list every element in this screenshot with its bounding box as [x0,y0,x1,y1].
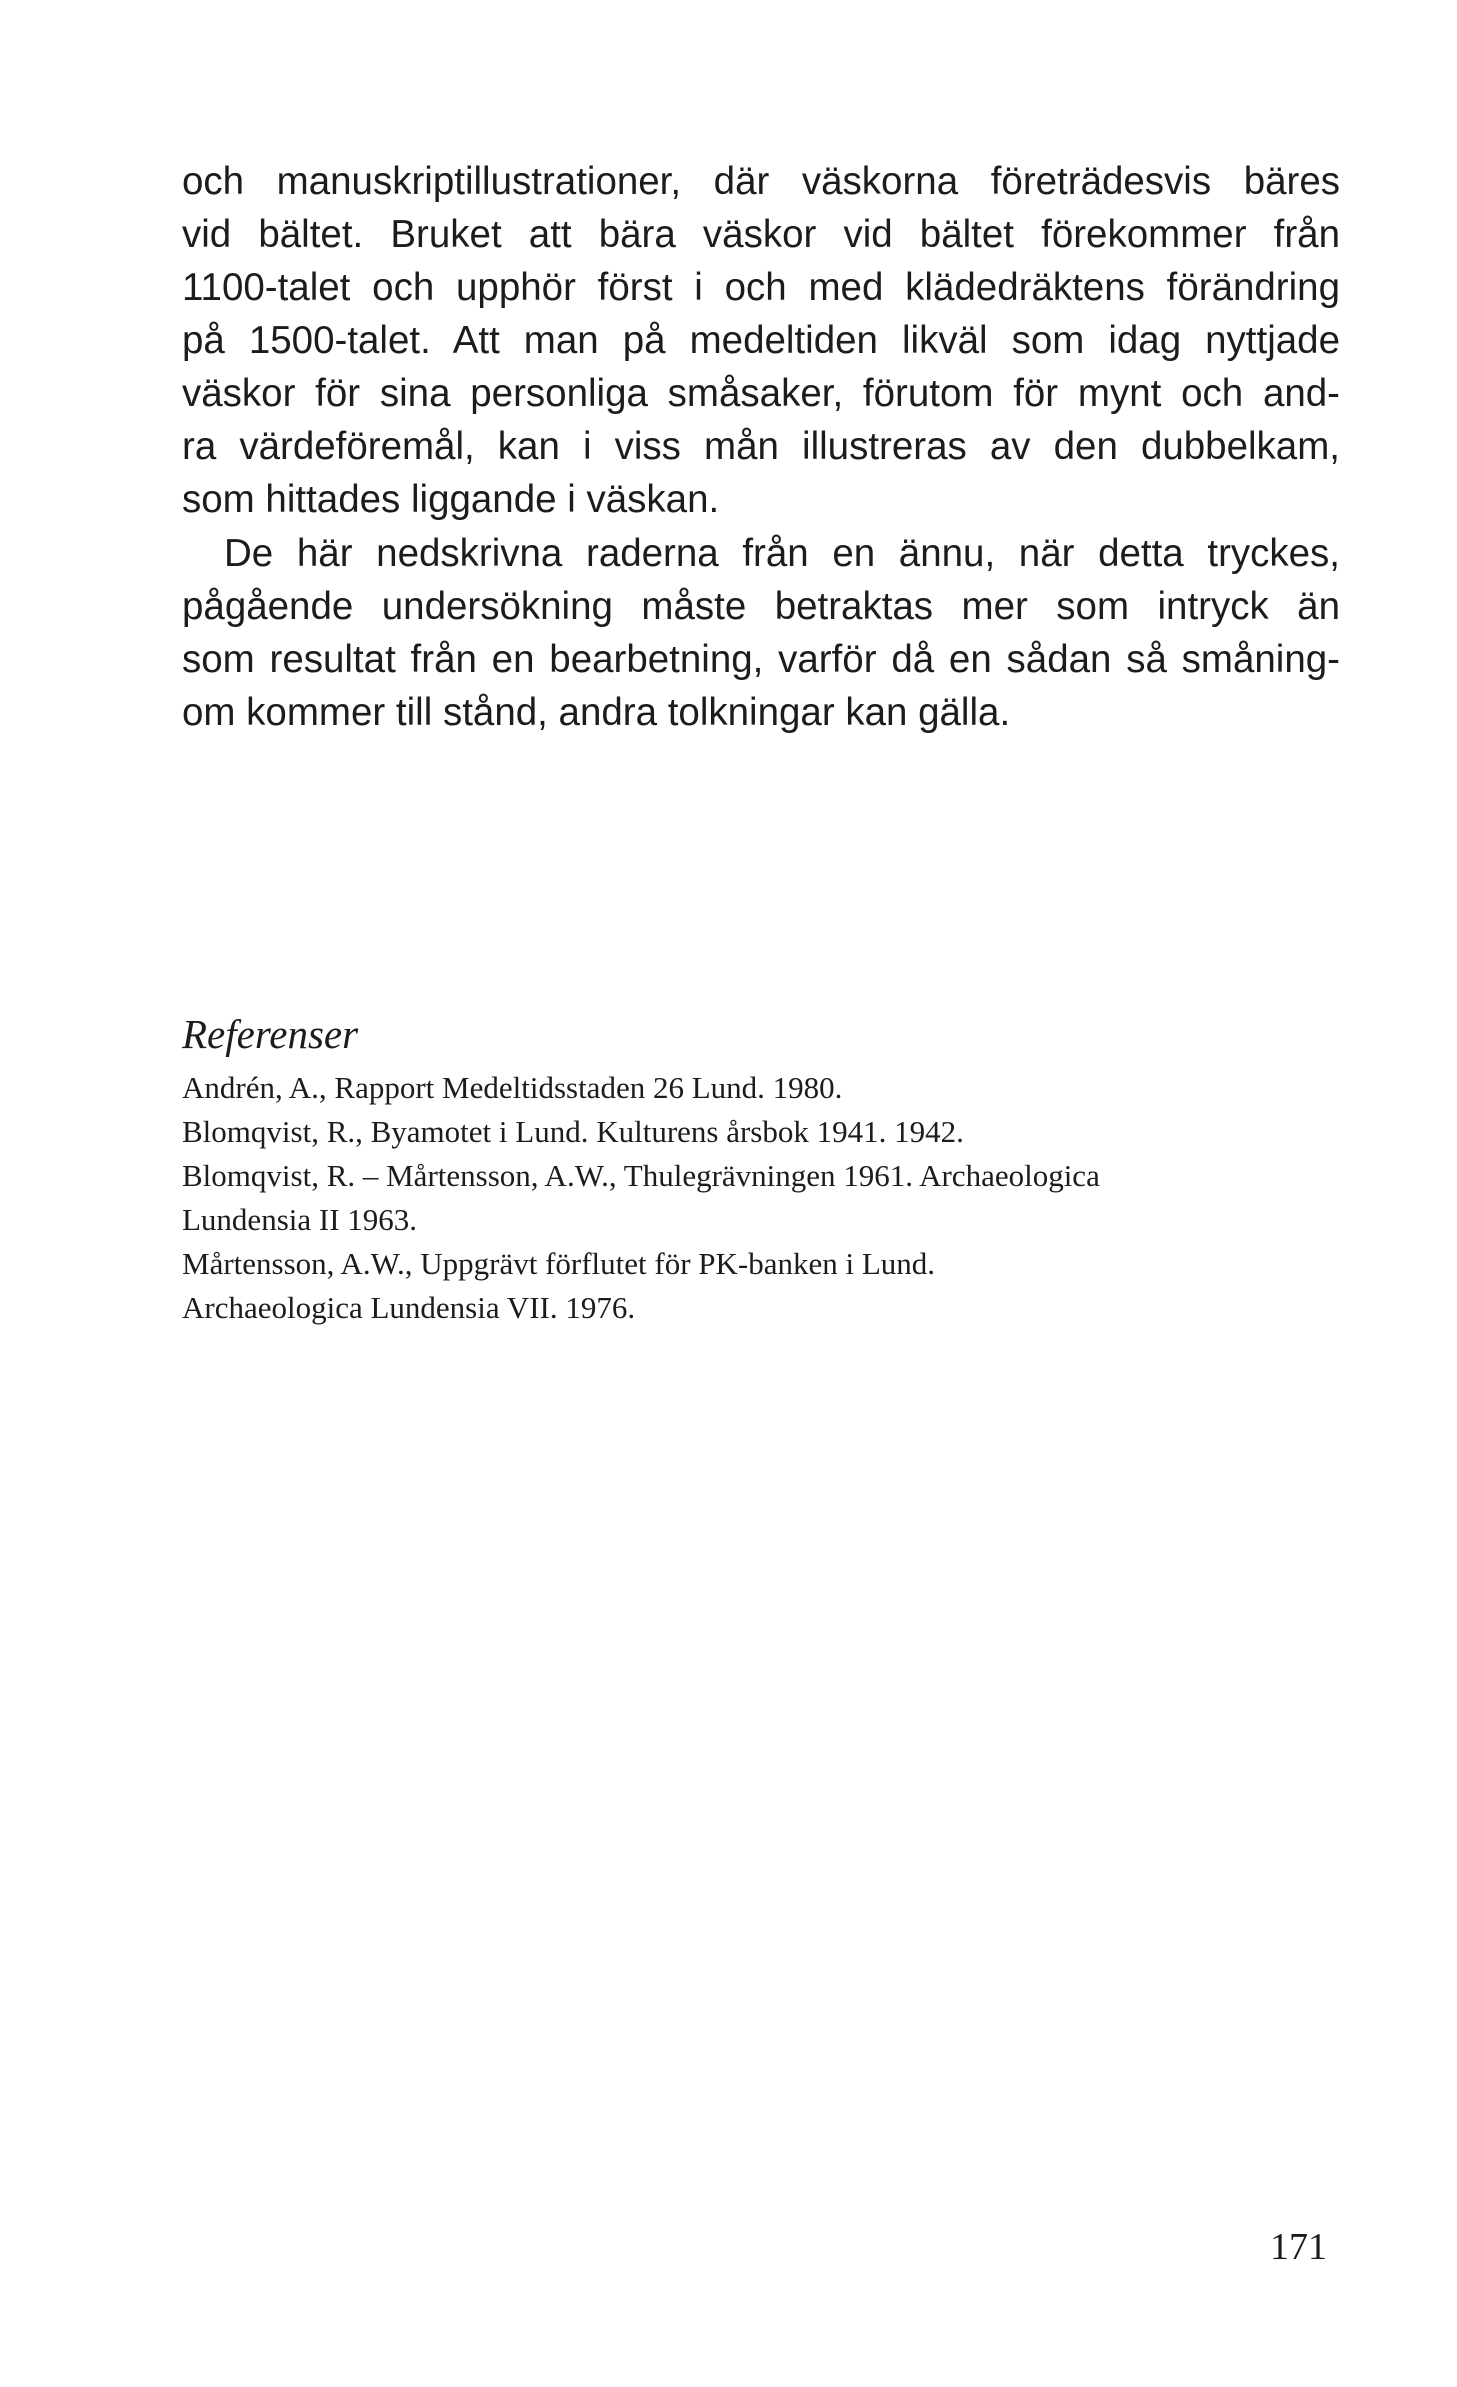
text-line: om kommer till stånd, andra tolkningar kan gälla. [182,691,1011,734]
text-line: vid bältet. Bruket att bära väskor vid bältet förekommer från [182,213,1340,256]
text-line: väskor för sina personliga småsaker, förutom för mynt och and- [182,372,1340,415]
reference-entry: Blomqvist, R., Byamotet i Lund. Kulturens årsbok 1941. 1942. [182,1114,964,1149]
text-line: och manuskriptillustrationer, där väskorna företrädesvis bäres [182,160,1340,203]
references-heading: Referenser [182,1011,359,1057]
references-section [182,1008,1322,1330]
text-line: som resultat från en bearbetning, varför då en sådan så småning- [182,638,1340,681]
body-paragraph-1 [182,155,1340,526]
reference-entry: Andrén, A., Rapport Medeltidsstaden 26 Lund. 1980. [182,1070,843,1105]
reference-entry: Blomqvist, R. – Mårtensson, A.W., Thulegrävningen 1961. Archaeologica [182,1158,1100,1193]
text-line: De här nedskrivna raderna från en ännu, när detta tryckes, [224,532,1340,575]
text-line: 1100-talet och upphör först i och med klädedräktens förändring [182,266,1340,309]
reference-entry: Mårtensson, A.W., Uppgrävt förflutet för PK-banken i Lund. [182,1246,936,1281]
text-line: på 1500-talet. Att man på medeltiden likväl som idag nyttjade [182,319,1340,362]
text-line: pågående undersökning måste betraktas mer som intryck än [182,585,1340,628]
body-paragraph-2 [182,527,1340,739]
page-number: 171 [1270,2226,1327,2268]
text-line: ra värdeföremål, kan i viss mån illustreras av den dubbelkam, [182,425,1340,468]
reference-entry: Archaeologica Lundensia VII. 1976. [182,1290,636,1325]
reference-entry: Lundensia II 1963. [182,1202,418,1237]
text-line: som hittades liggande i väskan. [182,478,720,521]
